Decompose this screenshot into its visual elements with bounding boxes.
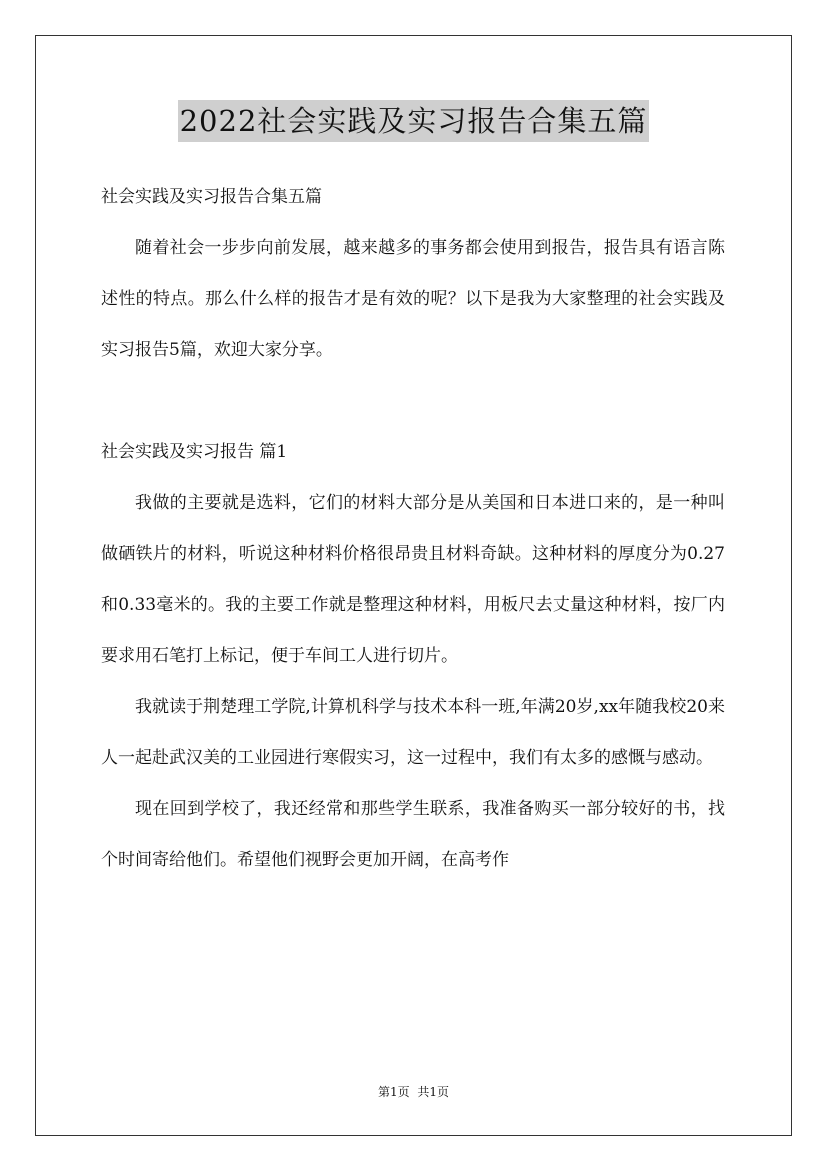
page-number: 第1页 bbox=[378, 1085, 410, 1099]
document-subtitle: 社会实践及实习报告合集五篇 bbox=[101, 187, 322, 207]
document-body bbox=[101, 172, 725, 886]
section-spacer bbox=[101, 376, 725, 427]
section-heading: 社会实践及实习报告 篇1 bbox=[101, 442, 288, 462]
page-footer bbox=[0, 1082, 827, 1102]
page-total: 共1页 bbox=[417, 1085, 449, 1099]
body-paragraph: 我就读于荆楚理工学院,计算机科学与技术本科一班,年满20岁,xx年随我校20来人一起赴武汉美的工业园进行寒假实习，这一过程中，我们有太多的感慨与感动。 bbox=[101, 697, 725, 768]
body-paragraph: 现在回到学校了，我还经常和那些学生联系，我准备购买一部分较好的书，找个时间寄给他们。希望他们视野会更加开阔，在高考作 bbox=[101, 799, 725, 870]
body-paragraph: 我做的主要就是选料，它们的材料大部分是从美国和日本进口来的，是一种叫做硒铁片的材料，听说这种材料价格很昂贵且材料奇缺。这种材料的厚度分为0.27和0.33毫米的。我的主要工作就是整理这种材料，用板尺去丈量这种材料，按厂内要求用石笔打上标记，便于车间工人进行切片。 bbox=[101, 493, 725, 666]
document-title: 2022社会实践及实习报告合集五篇 bbox=[178, 100, 650, 142]
title-container bbox=[0, 100, 827, 142]
intro-paragraph: 随着社会一步步向前发展，越来越多的事务都会使用到报告，报告具有语言陈述性的特点。那么什么样的报告才是有效的呢？以下是我为大家整理的社会实践及实习报告5篇，欢迎大家分享。 bbox=[101, 238, 725, 360]
